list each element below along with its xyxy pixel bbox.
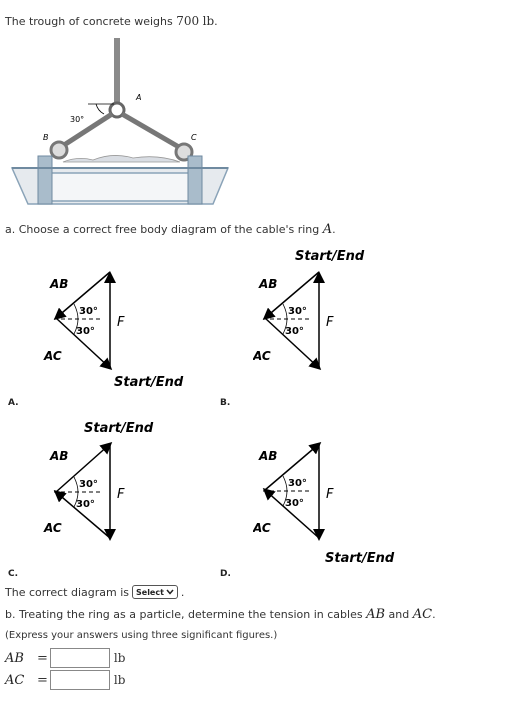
diagram-d-f-label: F bbox=[326, 487, 334, 502]
option-a-label: A. bbox=[8, 398, 19, 408]
option-c-label: C. bbox=[8, 569, 19, 579]
part-b-prompt: b. Treating the ring as a particle, determine the tension in cables AB and AC. bbox=[5, 607, 436, 622]
diagram-a-ac-label: AC bbox=[44, 349, 62, 363]
diagram-d-ab-label: AB bbox=[259, 449, 278, 463]
chevron-down-icon bbox=[166, 588, 174, 597]
diagram-b bbox=[253, 244, 423, 383]
diagram-c-start-end: Start/End bbox=[84, 421, 154, 436]
diagram-b-angle-bottom: 30° bbox=[285, 326, 304, 337]
diagram-d bbox=[253, 434, 423, 573]
diagram-select[interactable] bbox=[132, 585, 178, 599]
input-ac-unit: lb bbox=[113, 673, 126, 687]
cable-ab bbox=[61, 114, 112, 147]
input-ac-eq: = bbox=[37, 672, 48, 688]
diagram-b-angle-top: 30° bbox=[288, 306, 307, 317]
diagram-a-start-end: Start/End bbox=[114, 375, 184, 390]
diagram-c-ac-label: AC bbox=[44, 521, 62, 535]
diagram-a bbox=[40, 262, 210, 401]
input-ab-label: AB bbox=[5, 650, 24, 666]
diagram-b-f-label: F bbox=[326, 315, 334, 330]
diagram-a-ab-label: AB bbox=[50, 277, 69, 291]
input-ab-unit: lb bbox=[113, 651, 126, 665]
diagram-a-angle-bottom: 30° bbox=[76, 326, 95, 337]
part-a-prompt: a. Choose a correct free body diagram of the cable's ring A. bbox=[5, 222, 336, 237]
diagram-d-ac-label: AC bbox=[253, 521, 271, 535]
diagram-c bbox=[40, 414, 210, 553]
option-b-label: B. bbox=[220, 398, 231, 408]
diagram-d-angle-top: 30° bbox=[288, 478, 307, 489]
input-row-ac bbox=[5, 670, 125, 690]
input-ab-eq: = bbox=[37, 650, 48, 666]
diagram-select-label: Select bbox=[136, 587, 164, 597]
answer-a-row: The correct diagram is Select . bbox=[5, 585, 185, 599]
diagram-b-start-end: Start/End bbox=[295, 249, 365, 264]
figure-label-c: C bbox=[191, 133, 197, 142]
diagram-b-ab-label: AB bbox=[259, 277, 278, 291]
option-d-label: D. bbox=[220, 569, 231, 579]
diagram-c-angle-bottom: 30° bbox=[76, 499, 95, 510]
figure-label-a: A bbox=[136, 93, 142, 102]
diagram-a-f-label: F bbox=[117, 315, 125, 330]
answer-a-prefix: The correct diagram is bbox=[5, 585, 129, 599]
trough-figure bbox=[8, 38, 233, 210]
diagram-c-angle-top: 30° bbox=[79, 479, 98, 490]
tension-ab-input[interactable] bbox=[50, 648, 110, 668]
tension-ac-input[interactable] bbox=[50, 670, 110, 690]
vertical-cable bbox=[114, 38, 120, 104]
diagram-a-angle-top: 30° bbox=[79, 306, 98, 317]
intro-text: The trough of concrete weighs 700 lb. bbox=[5, 14, 218, 28]
cable-ac bbox=[122, 114, 184, 150]
input-ac-label: AC bbox=[5, 672, 25, 688]
input-row-ab bbox=[5, 648, 125, 668]
figure-angle-label: 30° bbox=[70, 115, 85, 124]
diagram-b-ac-label: AC bbox=[253, 349, 271, 363]
part-b-note: (Express your answers using three significant figures.) bbox=[5, 630, 278, 641]
diagram-c-ab-label: AB bbox=[50, 449, 69, 463]
diagram-c-f-label: F bbox=[117, 487, 125, 502]
diagram-d-angle-bottom: 30° bbox=[285, 498, 304, 509]
figure-label-b: B bbox=[43, 133, 49, 142]
diagram-d-start-end: Start/End bbox=[325, 551, 395, 566]
